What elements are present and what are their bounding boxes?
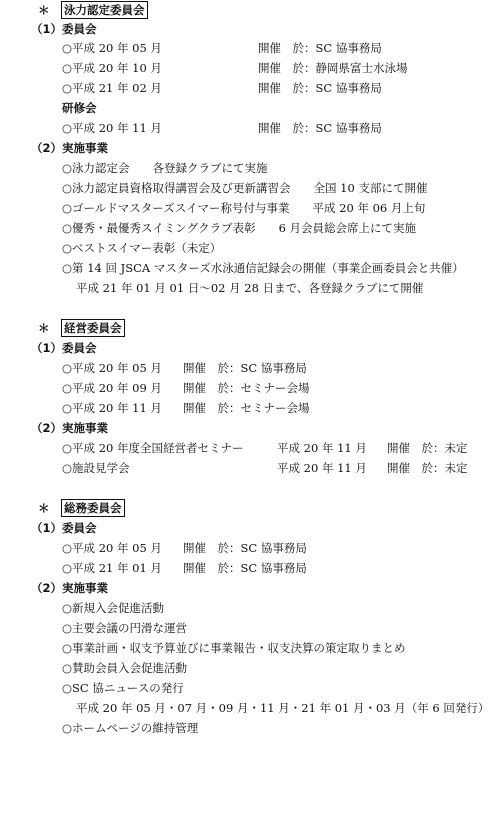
- section-title: 経営委員会: [61, 319, 125, 337]
- asterisk-icon: ＊: [38, 321, 50, 335]
- section-title: 総務委員会: [61, 499, 125, 517]
- asterisk-icon: ＊: [38, 3, 50, 17]
- section-title: 泳力認定委員会: [61, 1, 148, 19]
- asterisk-icon: ＊: [38, 501, 50, 515]
